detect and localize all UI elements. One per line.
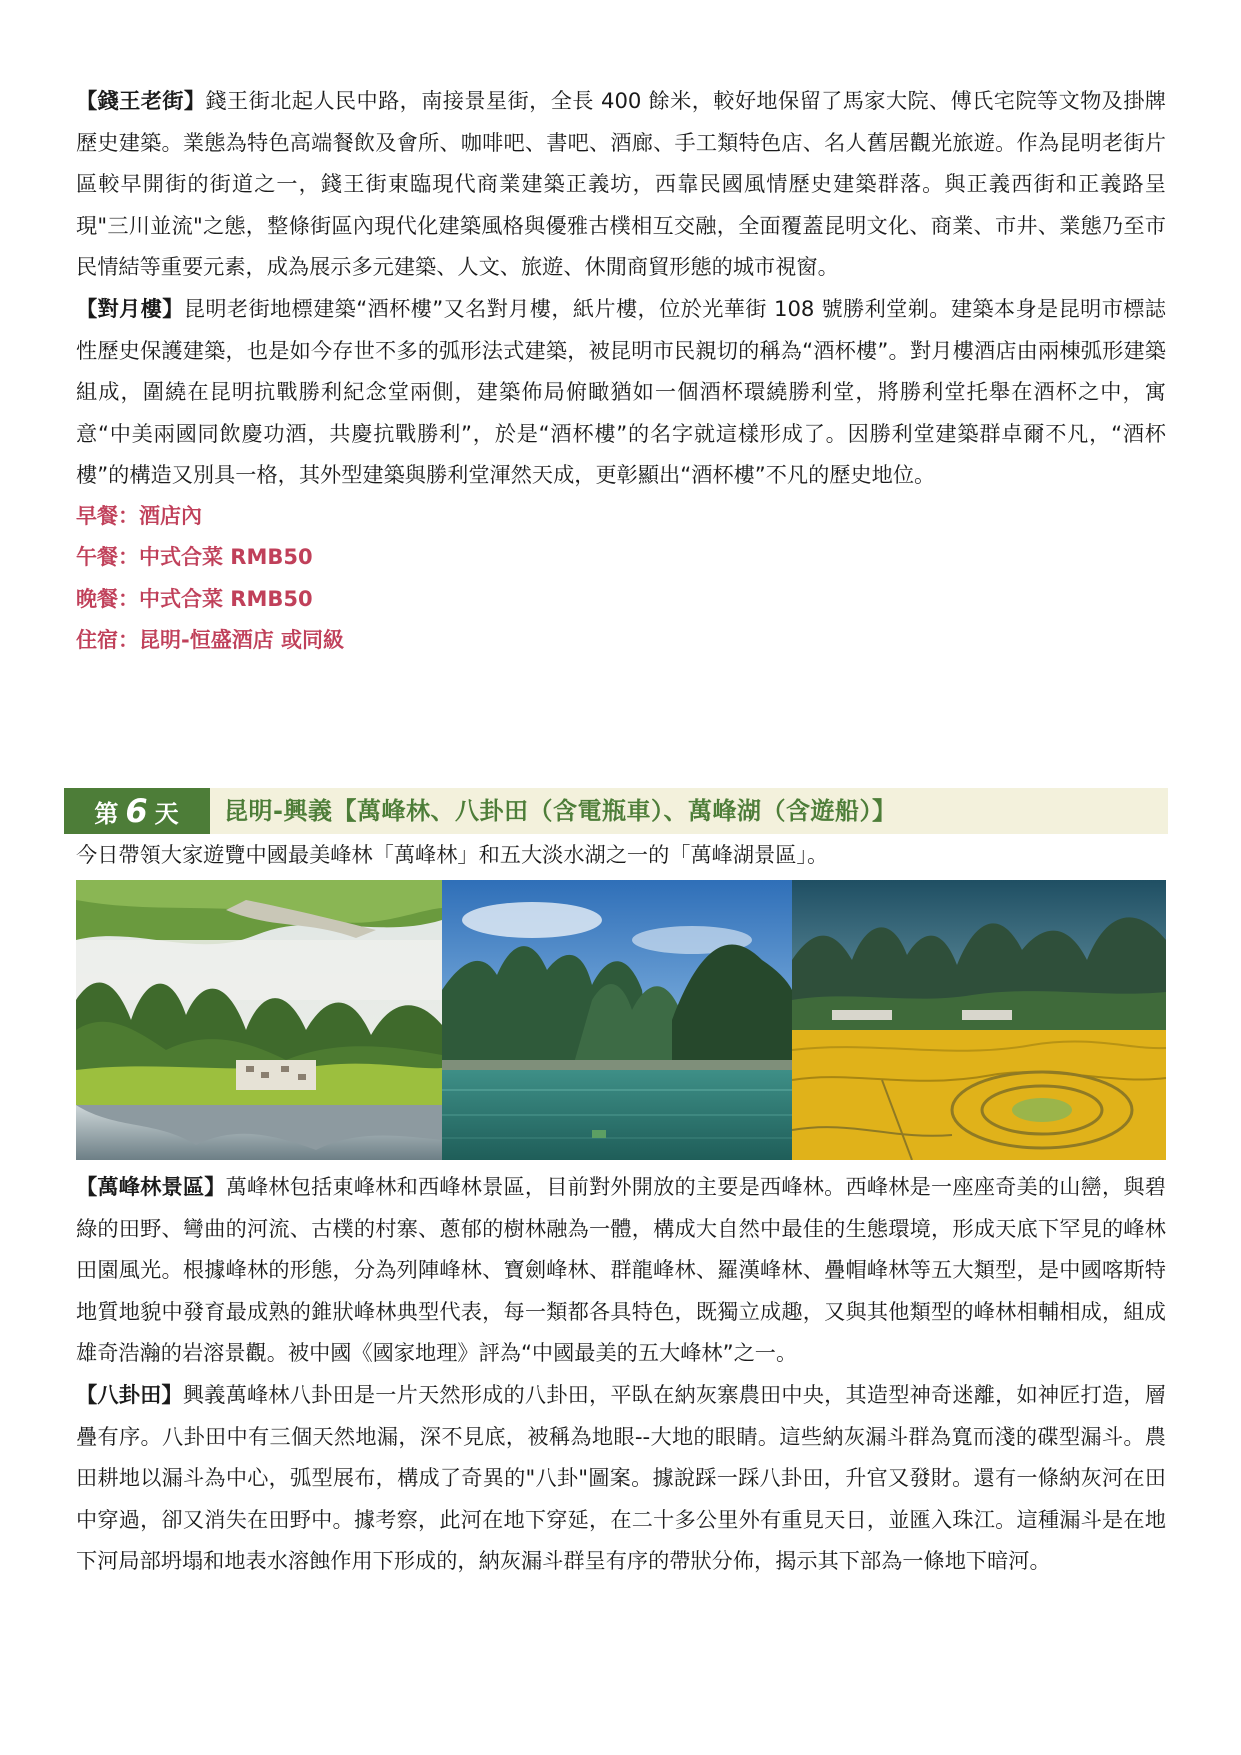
section-qianwang-street (76, 80, 1166, 288)
day-title: 昆明-興義【萬峰林、八卦田（含電瓶車）、萬峰湖（含遊船）】 (224, 797, 897, 825)
photo-bagua-field (792, 880, 1166, 1160)
day-suffix: 天 (154, 799, 180, 828)
photo-wanfeng-lake (442, 880, 792, 1160)
day-number: 6 (125, 792, 149, 830)
section-lead: 【錢王老街】 (76, 88, 206, 113)
day-badge (64, 788, 210, 834)
section-duiyue-building (76, 288, 1166, 496)
section-lead: 【對月樓】 (76, 295, 184, 321)
section-body: 昆明老街地標建築“酒杯樓”又名對月樓，紙片樓，位於光華街 108 號勝利堂剃。建築本身是昆明市標誌性歷史保護建築，也是如今存世不多的弧形法式建築，被昆明市民親切的稱為“酒杯樓”。對月樓酒店由兩棟弧形建築組成，圍繞在昆明抗戰勝利紀念堂兩側，建築佈局俯瞰猶如一個酒杯環繞勝利堂，將勝利堂托舉在酒杯之中，寓意“中美兩國同飲慶功酒，共慶抗戰勝利”，於是“酒杯樓”的名字就這樣形成了。因勝利堂建築群卓爾不凡，“酒杯樓”的構造又別具一格，其外型建築與勝利堂渾然天成，更彰顯出“酒杯樓”不凡的歷史地位。 (76, 295, 1166, 488)
day-intro: 今日帶領大家遊覽中國最美峰林「萬峰林」和五大淡水湖之一的「萬峰湖景區」。 (76, 842, 829, 867)
top-content (76, 80, 1166, 662)
meal-breakfast: 早餐：酒店內 (76, 503, 202, 528)
section-body: 錢王街北起人民中路，南接景星街，全長 400 餘米，較好地保留了馬家大院、傅氏宅院等文物及掛牌歷史建築。業態為特色高端餐飲及會所、咖啡吧、書吧、酒廊、手工類特色店、名人舊居觀光旅遊。作為昆明老街片區較早開街的街道之一，錢王街東臨現代商業建築正義坊，西靠民國風情歷史建築群落。與正義西街和正義路呈現"三川並流"之態，整條街區內現代化建築風格與優雅古樸相互交融，全面覆蓋昆明文化、商業、市井、業態乃至市民情結等重要元素，成為展示多元建築、人文、旅遊、休閒商貿形態的城市視窗。 (76, 88, 1166, 280)
meal-list (76, 496, 1166, 662)
bagua-field-image (792, 880, 1166, 1160)
meal-dinner: 晚餐：中式合菜 RMB50 (76, 586, 313, 611)
bottom-content (76, 1166, 1166, 1582)
day-header (64, 788, 1168, 834)
section-body: 萬峰林包括東峰林和西峰林景區，目前對外開放的主要是西峰林。西峰林是一座座奇美的山巒，與碧綠的田野、彎曲的河流、古樸的村寨、蔥郁的樹林融為一體，構成大自然中最佳的生態環境，形成天底下罕見的峰林田園風光。根據峰林的形態，分為列陣峰林、寶劍峰林、群龍峰林、羅漢峰林、疊帽峰林等五大類型，是中國喀斯特地質地貌中發育最成熟的錐狀峰林典型代表，每一類都各具特色，既獨立成趣，又與其他類型的峰林相輔相成，組成雄奇浩瀚的岩溶景觀。被中國《國家地理》評為“中國最美的五大峰林”之一。 (76, 1174, 1166, 1366)
photo-strip (76, 880, 1166, 1160)
section-lead: 【八卦田】 (76, 1381, 183, 1407)
day-prefix: 第 (94, 799, 120, 828)
meal-accommodation: 住宿：昆明-恒盛酒店 或同級 (76, 628, 345, 653)
photo-peak-forest (76, 880, 442, 1160)
meal-lunch: 午餐：中式合菜 RMB50 (76, 545, 313, 570)
section-wanfenglin (76, 1166, 1166, 1374)
lake-image (442, 880, 792, 1160)
section-bagua-field (76, 1374, 1166, 1582)
section-body: 興義萬峰林八卦田是一片天然形成的八卦田，平臥在納灰寨農田中央，其造型神奇迷離，如神匠打造，層疊有序。八卦田中有三個天然地漏，深不見底，被稱為地眼--大地的眼睛。這些納灰漏斗群為寬而淺的碟型漏斗。農田耕地以漏斗為中心，弧型展布，構成了奇異的"八卦"圖案。據說踩一踩八卦田，升官又發財。還有一條納灰河在田中穿過，卻又消失在田野中。據考察，此河在地下穿延，在二十多公里外有重見天日，並匯入珠江。這種漏斗是在地下河局部坍塌和地表水溶蝕作用下形成的，納灰漏斗群呈有序的帶狀分佈，揭示其下部為一條地下暗河。 (76, 1381, 1166, 1574)
peak-forest-image (76, 880, 442, 1160)
section-lead: 【萬峰林景區】 (76, 1174, 226, 1199)
